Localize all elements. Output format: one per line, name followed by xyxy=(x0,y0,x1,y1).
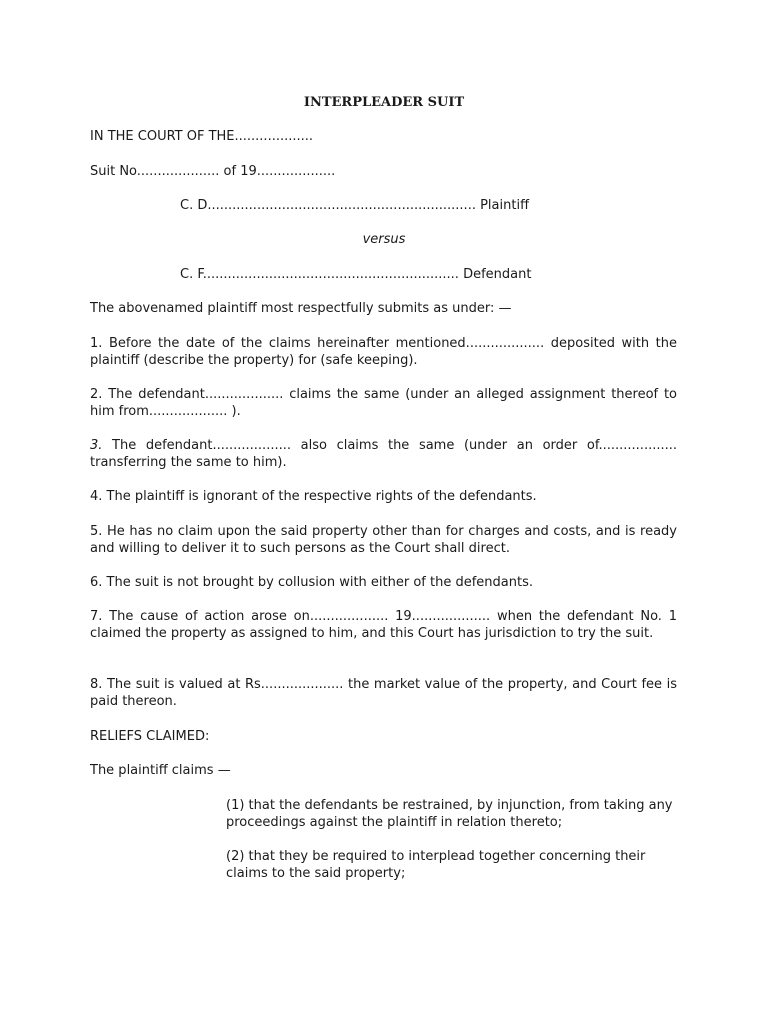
plaintiff-line: C. D................................................................. Plaintiff xyxy=(180,198,530,213)
relief-item-2: (2) that they be required to interplead together concerning their claims to the said property; xyxy=(226,849,646,881)
paragraph-7: 7. The cause of action arose on................... 19................... when the defendant No. 1 claimed the property as assigned to him, and this Court has jurisdiction to try the suit. xyxy=(90,609,677,641)
document-title: INTERPLEADER SUIT xyxy=(303,95,465,110)
paragraph-6: 6. The suit is not brought by collusion with either of the defendants. xyxy=(90,575,534,590)
versus-label: versus xyxy=(362,232,406,247)
relief-item-1: (1) that the defendants be restrained, by injunction, from taking any proceedings against the plaintiff in relation thereto; xyxy=(226,798,673,830)
paragraph-3 xyxy=(90,437,677,471)
paragraph-5: 5. He has no claim upon the said property other than for charges and costs, and is ready and willing to deliver it to such persons as the Court shall direct. xyxy=(90,524,677,556)
paragraph-3-number: 3. xyxy=(90,438,103,453)
paragraph-3-text: The defendant................... also claims the same (under an order of................... transferring the same to him). xyxy=(90,438,677,470)
paragraph-8: 8. The suit is valued at Rs.................... the market value of the property, and Court fee is paid thereon. xyxy=(90,677,677,709)
suit-number-line: Suit No.................... of 19................... xyxy=(90,164,336,179)
intro-statement: The abovenamed plaintiff most respectfully submits as under: — xyxy=(90,301,512,316)
paragraph-4: 4. The plaintiff is ignorant of the respective rights of the defendants. xyxy=(90,489,537,504)
court-line: IN THE COURT OF THE................... xyxy=(90,129,314,144)
paragraph-1: 1. Before the date of the claims hereinafter mentioned................... deposited with the plaintiff (describe the property) for (safe keeping). xyxy=(90,336,677,368)
defendant-line: C. F.............................................................. Defendant xyxy=(180,267,532,282)
reliefs-heading: RELIEFS CLAIMED: xyxy=(90,729,210,744)
claims-intro: The plaintiff claims — xyxy=(90,763,231,778)
paragraph-2: 2. The defendant................... claims the same (under an alleged assignment thereof to him from................... ). xyxy=(90,387,677,419)
